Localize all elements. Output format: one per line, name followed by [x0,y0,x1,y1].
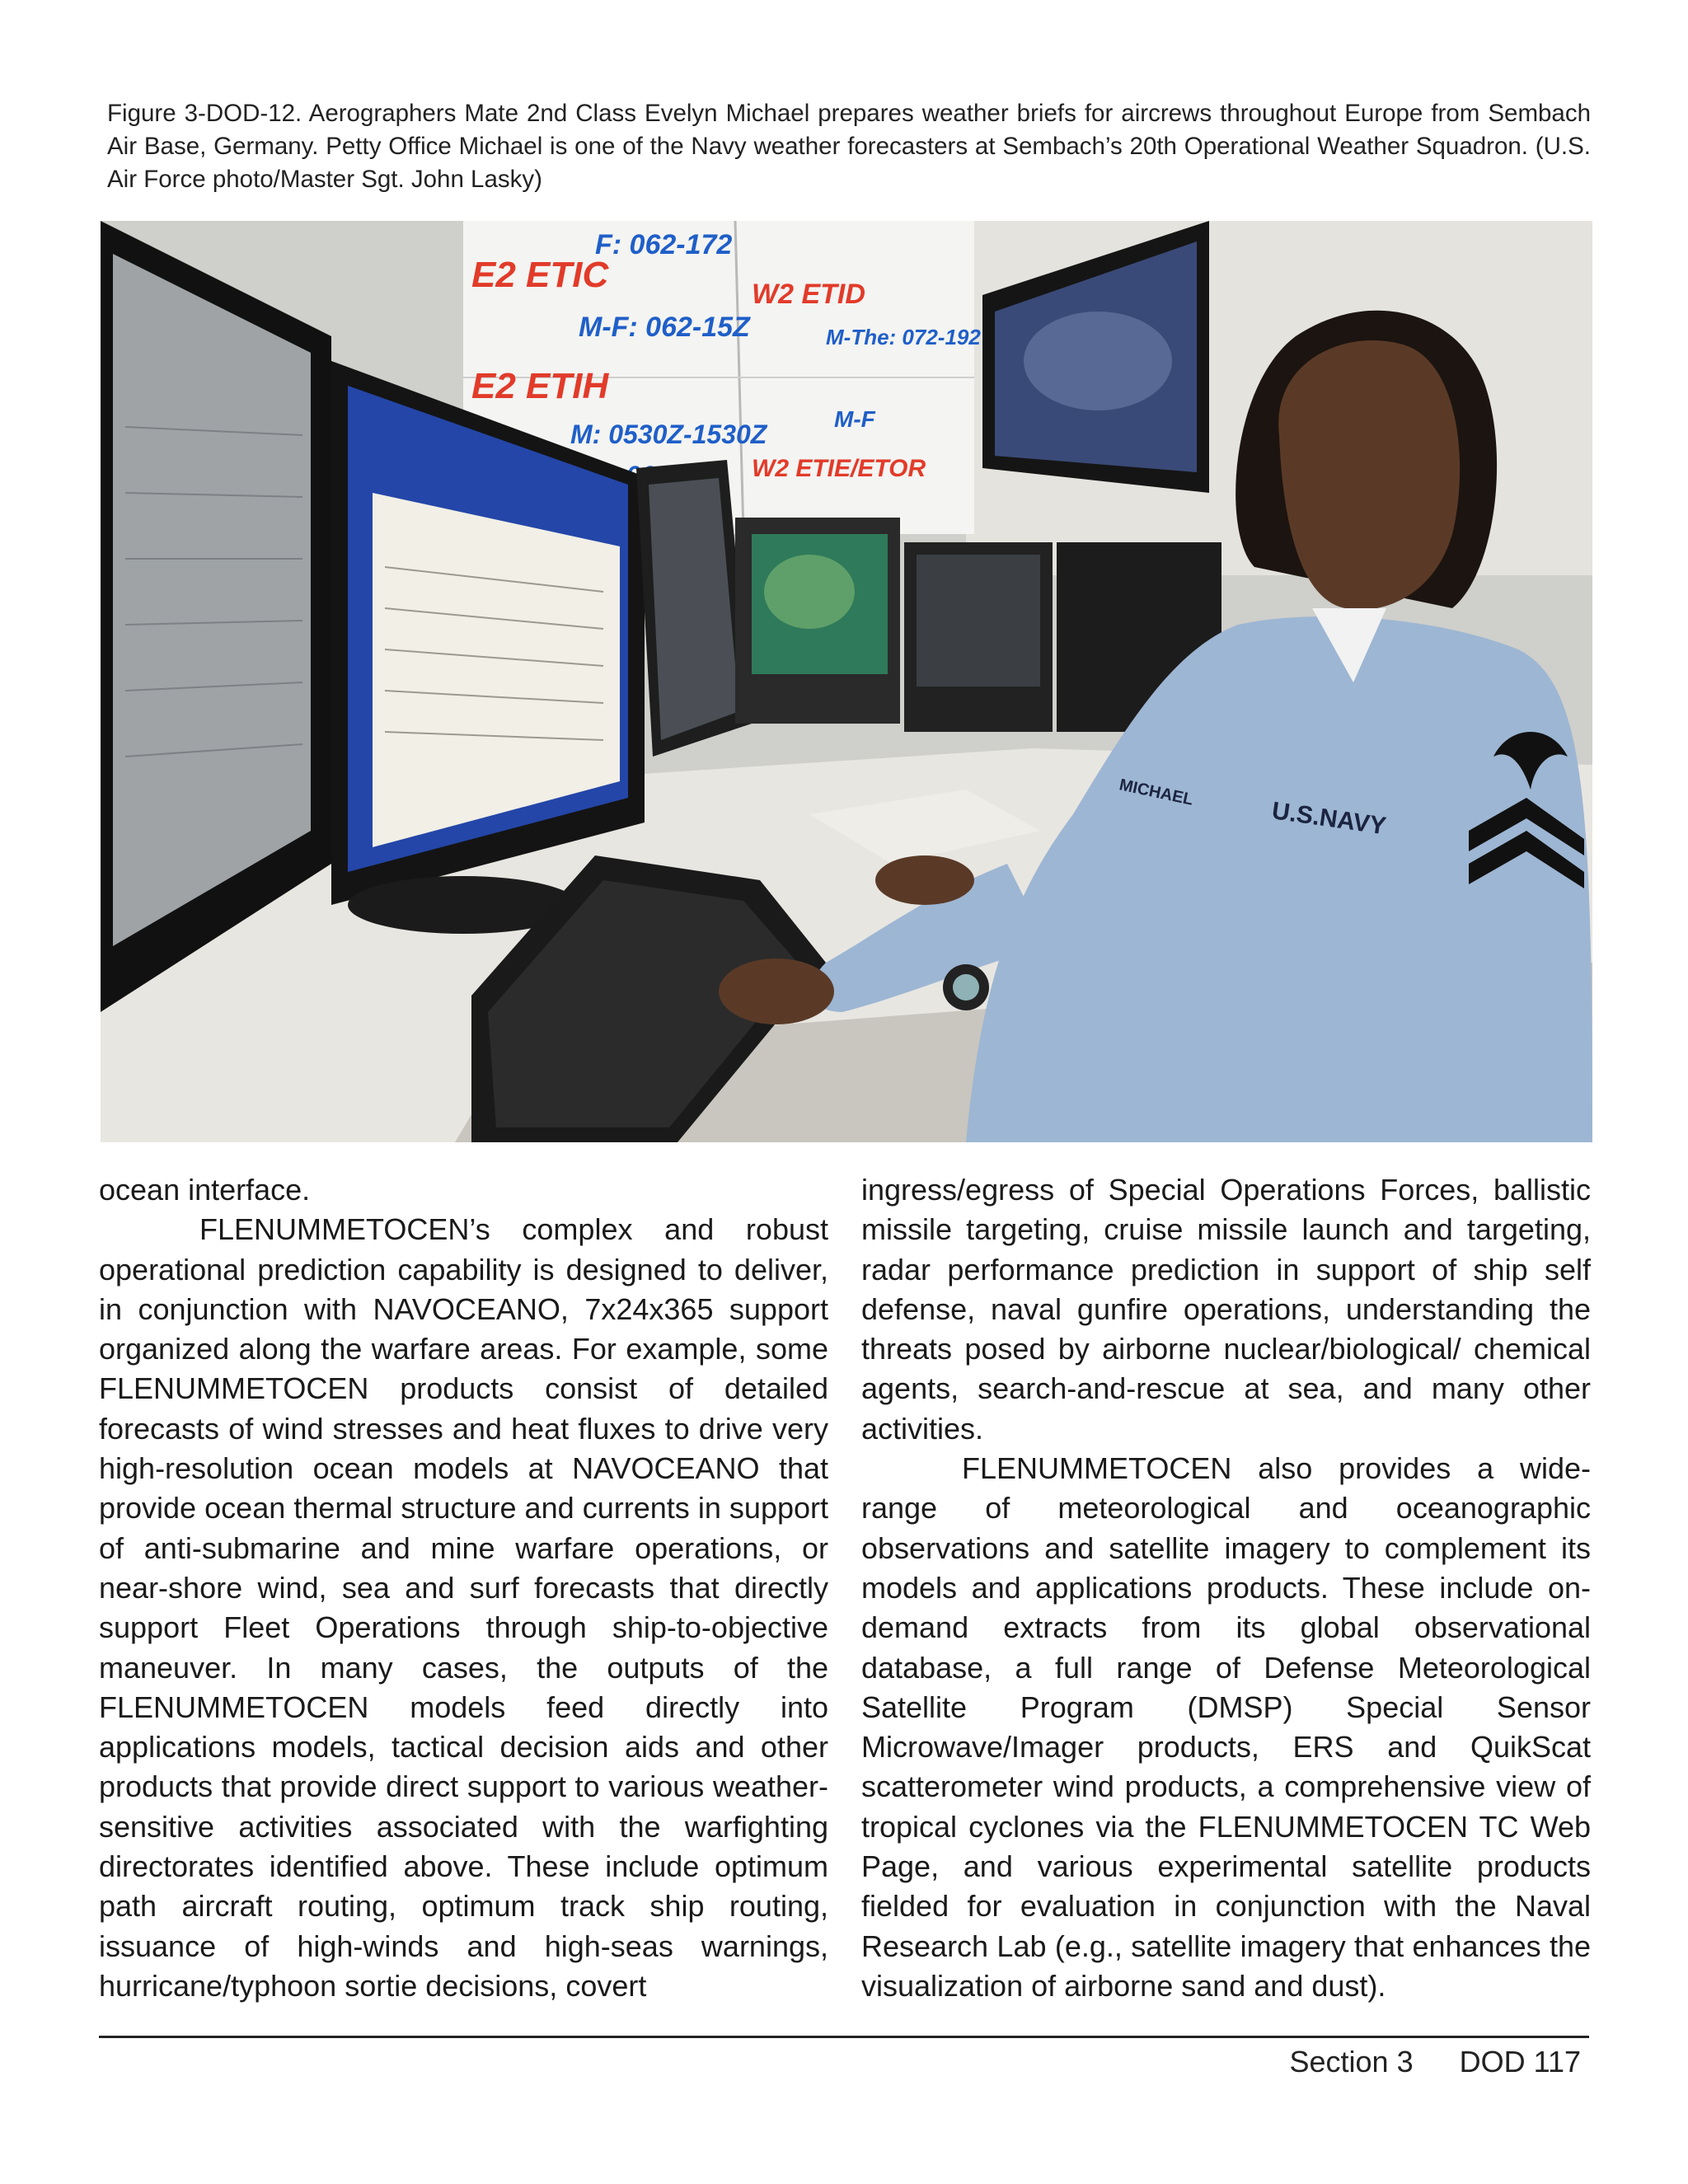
board-line: M-F [834,406,875,432]
uniform-text: U.S.NAVY [1270,797,1388,841]
paragraph: FLENUMMETOCEN also provides a wide-range of meteorological and oceanographic observations and satellite imagery to complement its models and applications products. These include on-demand extracts from its global observational database, a full range of Defense Meteorological Satellite Program (DMSP) Special Sensor Microwave/Imager products, ERS and QuikScat scatterometer wind products, a comprehensive view of tropical cyclones via the FLENUMMETOCEN TC Web Page, and various experimental satellite products fielded for evaluation in conjunction with the Naval Research Lab (e.g., satellite imagery that enhances the visualization of airborne sand and dust). [861,1451,1591,2003]
page-footer [1289,2042,1581,2082]
board-line: M: 0530Z-1530Z [570,419,767,449]
right-column [861,1170,1591,2006]
name-tag: MICHAEL [1117,776,1195,809]
board-line: F: 062-172 [595,229,733,260]
left-column [99,1170,828,2006]
footer-rule [99,2036,1589,2038]
paragraph: FLENUMMETOCEN’s complex and robust operational prediction capability is designed to deliver, in conjunction with NAVOCEANO, 7x24x365 support organized along the warfare areas. For example, some FLENUMMETOCEN products consist of detailed forecasts of wind stresses and heat fluxes to drive very high-resolution ocean models at NAVOCEANO that provide ocean thermal structure and currents in support of anti-submarine and mine warfare operations, or near-shore wind, sea and surf forecasts that directly support Fleet Operations through ship-to-objective maneuver. In many cases, the outputs of the FLENUMMETOCEN models feed directly into applications models, tactical decision aids and other products that provide direct support to various weather-sensitive activities associated with the warfighting directorates identified above. These include optimum path aircraft routing, optimum track ship routing, issuance of high-winds and high-seas warnings, hurricane/typhoon sortie decisions, covert [99,1212,828,2003]
figure-photo [101,221,1592,1142]
board-line: M-The: 072-192 [826,325,981,349]
section-label: Section 3 [1289,2045,1414,2079]
board-line: W2 ETID [752,279,865,310]
board-line: M-F: 062-15Z [579,312,750,343]
paragraph: ingress/egress of Special Operations Forces, ballistic missile targeting, cruise missile launch and targeting, radar performance prediction in support of ship self defense, naval gunfire operations, understanding the threats posed by airborne nuclear/biological/ chemical agents, search-and-rescue at sea, and many other activities. [861,1173,1591,1446]
board-line: E2 ETIC [471,255,609,295]
board-line: W2 ETIE/ETOR [752,455,926,482]
weather-office-photo [101,221,1592,1142]
paragraph: ocean interface. [99,1173,311,1207]
page-number: DOD 117 [1459,2045,1581,2079]
figure-caption: Figure 3-DOD-12. Aerographers Mate 2nd Class Evelyn Michael prepares weather briefs for aircrews throughout Europe from Sembach Air Base, Germany. Petty Office Michael is one of the Navy weather forecasters at Sembach’s 20th Operational Weather Squadron. (U.S. Air Force photo/Master Sgt. John Lasky) [107,100,1591,193]
board-line: E2 ETIH [471,366,609,406]
